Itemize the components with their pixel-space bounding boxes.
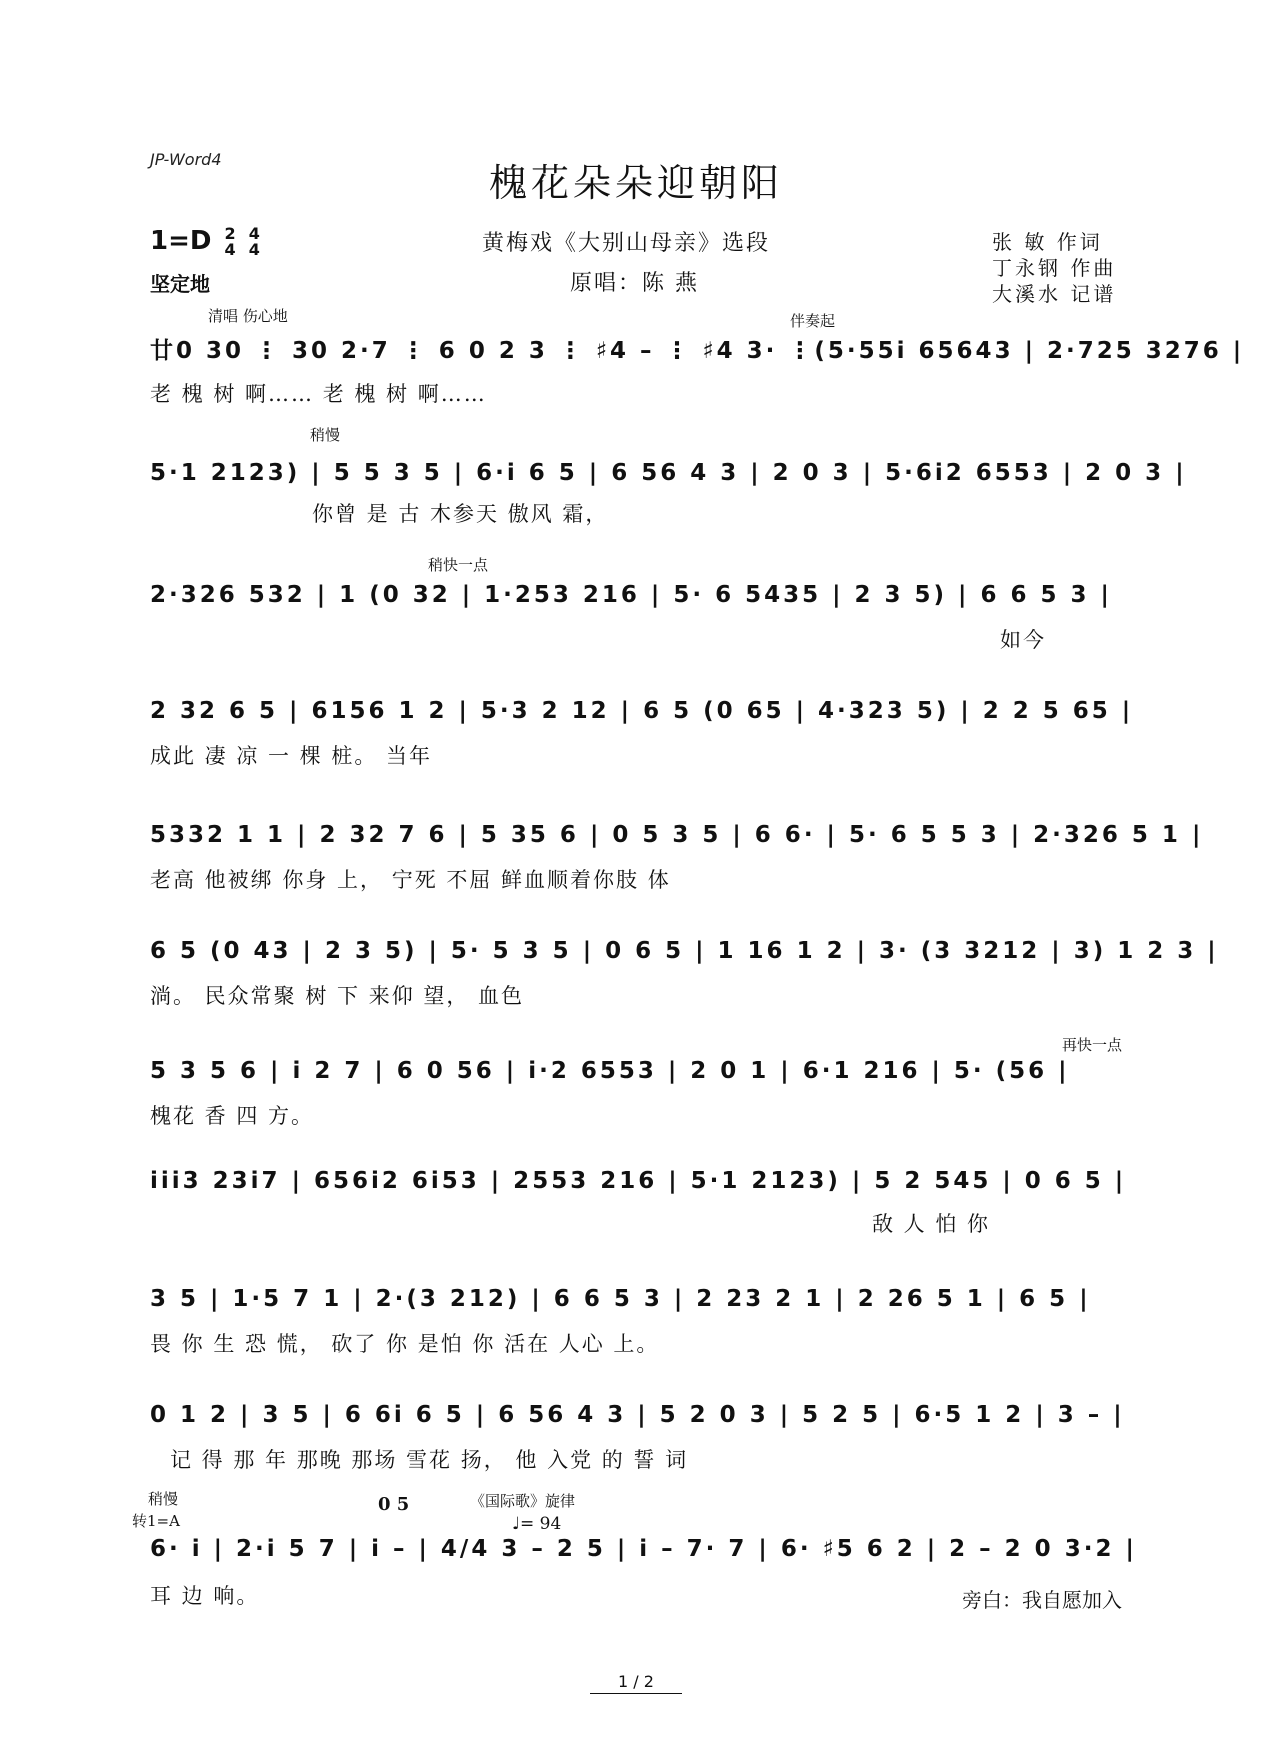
row-1-cue-2: 伴奏起 [790,312,836,330]
row-4-lyrics: 成此 凄 凉 一 棵 桩。 当年 [150,744,433,768]
tempo-mark: 坚定地 [150,272,210,296]
credit-composer: 丁永钢 作曲 [992,256,1117,280]
row-11-cue-4: 《国际歌》旋律 [470,1492,576,1510]
row-2-cue-1: 稍慢 [310,426,341,444]
row-11-cue-2: 转1=A [132,1512,180,1530]
row-7-cue-1: 再快一点 [1062,1036,1123,1054]
row-11-notes: 6· i | 2·i 5 7 | i – | 4/4 3 – 2 5 | i – 7· 7 | 6· ♯5 6 2 | 2 – 2 0 3·2 | [150,1536,1137,1562]
row-3-cue-1: 稍快一点 [428,556,489,574]
row-10-lyrics: 记 得 那 年 那晚 那场 雪花 扬， 他 入党 的 誓 词 [170,1448,689,1472]
row-1-cue-1: 清唱 伤心地 [208,307,288,325]
row-7-notes: 5 3 5 6 | i 2 7 | 6 0 56 | i·2 6553 | 2 0 1 | 6·1 216 | 5· (56 | [150,1058,1070,1084]
row-2-lyrics: 你曾 是 古 木参天 傲风 霜， [312,502,609,526]
credit-transcriber: 大溪水 记谱 [992,282,1117,306]
meter-den: 4 [224,239,236,259]
row-5-notes: 5332 1 1 | 2 32 7 6 | 5 35 6 | 0 5 3 5 | 6 6· | 5· 6 5 5 3 | 2·326 5 1 | [150,822,1204,848]
row-9-notes: 3 5 | 1·5 7 1 | 2·(3 212) | 6 6 5 3 | 2 23 2 1 | 2 26 5 1 | 6 5 | [150,1286,1091,1312]
row-1-lyrics: 老 槐 树 啊…… 老 槐 树 啊…… [150,382,487,406]
original-singer: 原唱：陈 燕 [570,271,699,296]
page-number [0,1672,1272,1691]
row-7-lyrics: 槐花 香 四 方。 [150,1104,315,1128]
meter-num: 2 [224,224,236,244]
row-11-lyrics: 耳 边 响。 [150,1584,260,1608]
page-title: 槐花朵朵迎朝阳 [488,161,783,205]
meter-2-4 [224,224,236,259]
meter-4-4 [248,224,260,259]
key-text: 1=D [150,226,212,256]
row-10-notes: 0 1 2 | 3 5 | 6 6i 6 5 | 6 56 4 3 | 5 2 0 3 | 5 2 5 | 6·5 1 2 | 3 – | [150,1402,1125,1428]
row-5-lyrics: 老高 他被绑 你身 上， 宁死 不屈 鲜血顺着你肢 体 [150,868,671,892]
subtitle: 黄梅戏《大别山母亲》选段 [482,231,771,256]
credit-lyricist: 张 敏 作词 [992,230,1103,254]
meter-den: 4 [248,239,260,259]
row-11-cue-5: ♩= 94 [512,1514,562,1534]
row-3-lyrics: 如今 [1000,628,1046,652]
row-8-notes: iii3 23i7 | 656i2 6i53 | 2553 216 | 5·1 2123) | 5 2 545 | 0 6 5 | [150,1168,1127,1194]
row-11-cue-1: 稍慢 [148,1490,179,1508]
row-1-notes: 廿0 30 ⋮ 30 2·7 ⋮ 6 0 2 3 ⋮ ♯4 – ⋮ ♯4 3· ⋮(5·55i 65643 | 2·725 3276 | [150,338,1245,364]
watermark-text: JP-Word4 [150,150,222,169]
row-6-notes: 6 5 (0 43 | 2 3 5) | 5· 5 3 5 | 0 6 5 | 1 16 1 2 | 3· (3 3212 | 3) 1 2 3 | [150,938,1219,964]
row-11-cue-3: 0 5 [378,1494,410,1515]
page-number-text: 1 / 2 [590,1672,682,1694]
row-8-lyrics: 敌 人 怕 你 [872,1212,991,1236]
row-3-notes: 2·326 532 | 1 (0 32 | 1·253 216 | 5· 6 5435 | 2 3 5) | 6 6 5 3 | [150,582,1112,608]
row-9-lyrics: 畏 你 生 恐 慌， 砍了 你 是怕 你 活在 人心 上。 [150,1332,660,1356]
row-4-notes: 2 32 6 5 | 6156 1 2 | 5·3 2 12 | 6 5 (0 65 | 4·323 5) | 2 2 5 65 | [150,698,1134,724]
key-signature [150,226,260,257]
row-11-aside: 旁白：我自愿加入 [962,1588,1122,1612]
meter-num: 4 [248,224,260,244]
row-6-lyrics: 淌。 民众常聚 树 下 来仰 望， 血色 [150,984,525,1008]
row-2-notes: 5·1 2123) | 5 5 3 5 | 6·i 6 5 | 6 56 4 3 | 2 0 3 | 5·6i2 6553 | 2 0 3 | [150,460,1187,486]
